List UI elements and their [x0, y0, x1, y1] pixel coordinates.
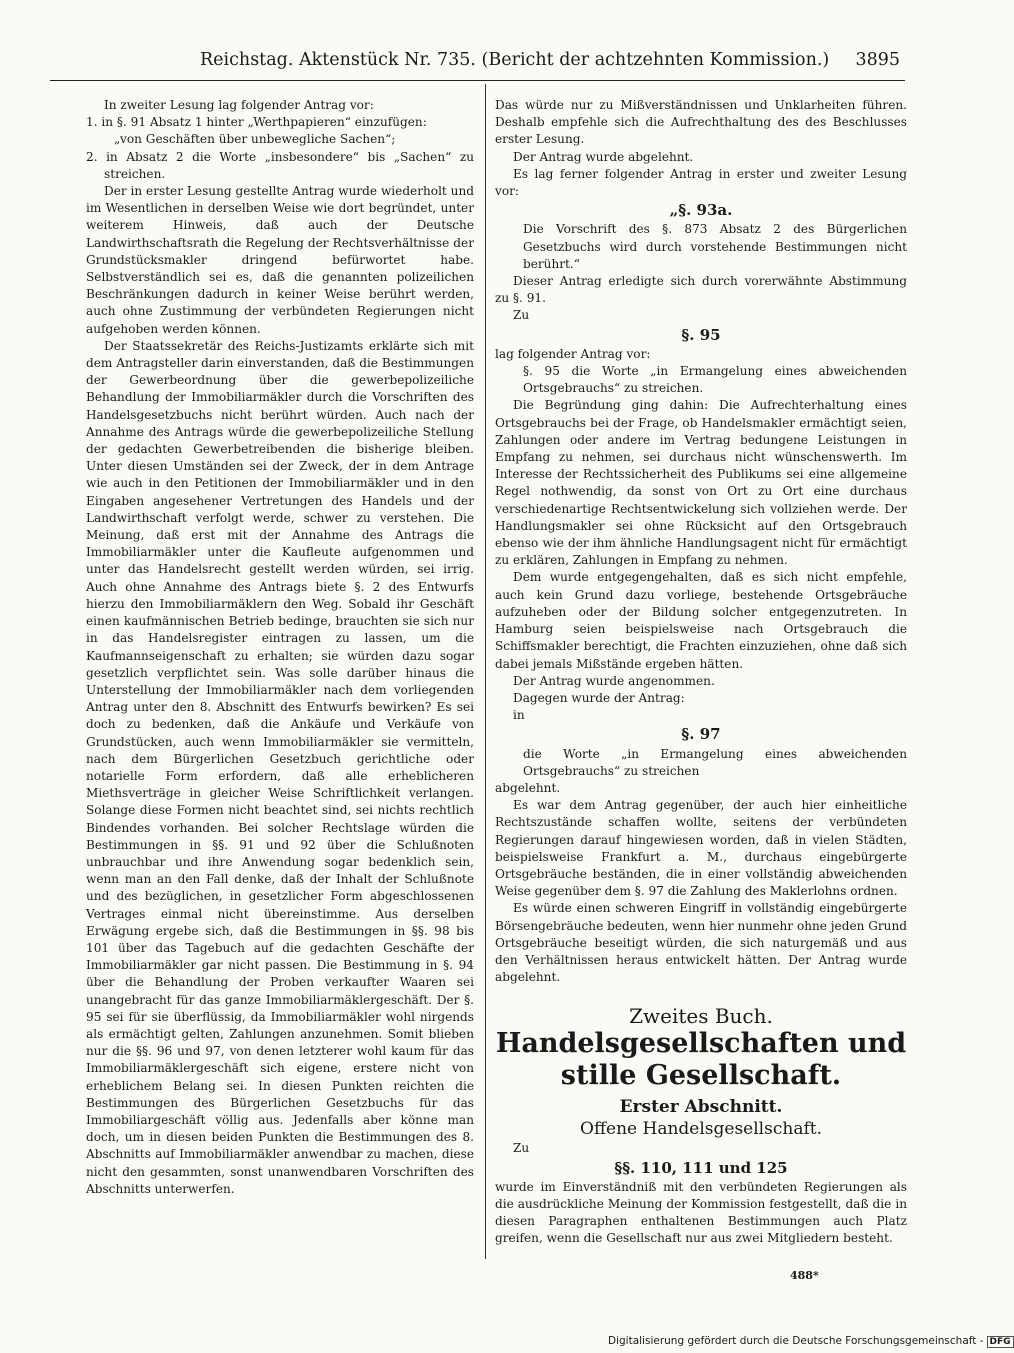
right-column-paragraph: Offene Handelsgesellschaft.	[580, 1119, 822, 1140]
right-column-paragraph: Zu	[513, 1141, 530, 1156]
left-column-paragraph: In zweiter Lesung lag folgender Antrag vor:	[104, 98, 374, 112]
right-column-paragraph: Zweites Buch.	[629, 1004, 773, 1029]
header-rule	[50, 80, 905, 81]
dfg-logo: DFG	[987, 1336, 1014, 1348]
left-column-paragraph: 1. in §. 91 Absatz 1 hinter „Werthpapieren“ einzufügen:	[86, 115, 427, 130]
left-column	[86, 97, 474, 1198]
running-header	[200, 50, 900, 78]
right-column-paragraph: Es war dem Antrag gegenüber, der auch hier einheitliche Rechtszustände schaffen wollte, seitens der verbündeten Regierungen darauf hingewiesen worden, daß in vielen Städten, beispielsweise Frankfurt a. M., durchaus eingebürgerte Ortsgebräuche beständen, die in einer vollständig abweichenden Weise gegenüber dem §. 97 die Zahlung des Maklerlohns ordnen.	[495, 798, 907, 899]
right-column-paragraph: Zu	[513, 308, 530, 323]
right-column-paragraph: Die Vorschrift des §. 873 Absatz 2 des Bürgerlichen Gesetzbuchs wird durch vorstehende Bestimmungen nicht berührt.“	[523, 222, 907, 271]
running-title: Reichstag. Aktenstück Nr. 735. (Bericht der achtzehnten Kommission.)	[200, 50, 830, 70]
footer-credit	[608, 1335, 1014, 1348]
right-column-paragraph: die Worte „in Ermangelung eines abweichenden Ortsgebrauchs“ zu streichen	[523, 746, 907, 778]
right-column-paragraph: Dieser Antrag erledigte sich durch vorerwähnte Abstimmung zu §. 91.	[495, 274, 907, 306]
page-number: 3895	[855, 50, 900, 70]
right-column-paragraph: wurde im Einverständniß mit den verbündeten Regierungen als die ausdrückliche Meinung der Kommission festgestellt, daß die in diesen Paragraphen enthaltenen Bestimmungen auch Platz greifen, wenn die Gesellschaft nur aus zwei Mitgliedern besteht.	[495, 1179, 907, 1246]
left-column-paragraph: Der Staatssekretär des Reichs-Justizamts erklärte sich mit dem Antragsteller darin einverstanden, daß die Bestimmungen der Gewerbeordnung über die gewerbepolizeiliche Behandlung der Immobiliarmäkler durch die Vorschriften des Handelsgesetzbuchs nicht berührt würden. Auch nach der Annahme des Antrags würde die gewerbepolizeiliche Stellung der gedachten Gewerbetreibenden die bisherige bleiben. Unter diesen Umständen sei der Zweck, der in dem Antrage wie auch in den Petitionen der Immobiliarmäkler und in den Eingaben angesehener Vertretungen des Handels und der Landwirthschaft verfolgt werde, schwer zu verstehen. Die Meinung, daß erst mit der Annahme des Antrags die Immobiliarmäkler unter die Kaufleute aufgenommen und unter das Handelsrecht gestellt werden würden, sei irrig. Auch ohne Annahme des Antrags biete §. 2 des Entwurfs hierzu den Immobiliarmäklern den Weg. Sobald ihr Geschäft einen kaufmännischen Betrieb bedinge, brauchten sie sich nur in das Handelsregister eintragen zu lassen, um die Kaufmannseigenschaft zu erhalten; sie würden dazu sogar gesetzlich verpflichtet sein. Was solle darüber hinaus die Unterstellung der Immobiliarmäkler nach dem vorliegenden Antrag unter den 8. Abschnitt des Entwurfs bewirken? Es sei doch zu bedenken, daß die Ankäufe und Verkäufe von Grundstücken, auch wenn Immobiliarmäkler sie vermitteln, nach dem Bürgerlichen Gesetzbuch gerichtliche oder notarielle Form erfordern, daß alle erheblicheren Miethsverträge in gleicher Weise Schriftlichkeit verlangen. Solange diese Formen nicht beachtet sind, sei nichts rechtlich Bindendes vorhanden. Bei solcher Rechtslage würden die Bestimmungen in §§. 91 und 92 über die Schlußnoten unbrauchbar und ihre Anwendung sogar bedenklich sein, wenn man an den Fall denke, daß der Inhalt der Schlußnote und des bezüglichen, in gesetzlicher Form abgeschlossenen Vertrages einmal nicht übereinstimme. Aus derselben Erwägung ergebe sich, daß die Bestimmungen in §§. 98 bis 101 über das Tagebuch auf die gedachten Geschäfte der Immobiliarmäkler gar nicht passen. Die Bestimmung in §. 94 über die Behandlung der Proben verkaufter Waaren sei unangebracht für das ganze Immobiliarmäklergeschäft. Der §. 95 sei für sie überflüssig, da Immobiliarmäkler wohl nirgends als ermächtigt gelten, Zahlungen anzunehmen. Somit blieben nur die §§. 96 und 97, von denen letzterer wohl kaum für das Immobiliarmäklergeschäft sich eigene, erstere nicht von erheblichem Belang sei. In diesen Punkten reichten die Bestimmungen des Bürgerlichen Gesetzbuchs für das Immobiliargeschäft völlig aus. Jedenfalls aber könne man doch, um in diesen beiden Punkten die Bestimmungen des 8. Abschnitts auf Immobiliarmäkler anwendbar zu machen, diese nicht den gesammten, sonst unanwendbaren Vorschriften des Abschnitts unterwerfen.	[86, 338, 474, 1196]
left-column-paragraph: Der in erster Lesung gestellte Antrag wurde wiederholt und im Wesentlichen in derselben Weise wie dort begründet, unter weiterem Hinweis, daß auch der Deutsche Landwirthschaftsrath die Regelung der Rechtsverhältnisse der Grundstücksmakler dringend befürwortet habe. Selbstverständlich sei es, daß die genannten polizeilichen Beschränkungen dadurch in keiner Weise berührt werden, auch ohne Zustimmung der verbündeten Regierungen nicht aufgehoben werden können.	[86, 184, 474, 336]
left-column-paragraph: „von Geschäften über unbewegliche Sachen“;	[114, 132, 396, 147]
right-column-paragraph: lag folgender Antrag vor:	[495, 346, 651, 361]
right-column-paragraph: Dem wurde entgegengehalten, daß es sich nicht empfehle, auch kein Grund dazu vorliege, bestehende Ortsgebräuche aufzuheben oder der Bildung solcher entgegenzutreten. In Hamburg seien beispielsweise nach Ortsgebrauch die Schiffsmakler berechtigt, die Frachten einzuziehen, ohne daß sich dabei jemals Mißstände ergeben hätten.	[495, 570, 907, 671]
right-column-paragraph: Das würde nur zu Mißverständnissen und Unklarheiten führen. Deshalb empfehle sich die Aufrechthaltung des des Beschlusses erster Lesung.	[495, 98, 907, 147]
right-column-paragraph: abgelehnt.	[495, 780, 561, 795]
right-column-paragraph: §. 95 die Worte „in Ermangelung eines abweichenden Ortsgebrauchs“ zu streichen.	[523, 364, 907, 396]
left-column-paragraph: 2. in Absatz 2 die Worte „insbesondere“ bis „Sachen“ zu streichen.	[86, 149, 474, 181]
right-column-paragraph: Handelsgesellschaften und stille Gesellschaft.	[495, 1028, 907, 1092]
right-column-paragraph: „§. 93a.	[669, 201, 733, 220]
right-column	[495, 97, 907, 1248]
right-column-paragraph: §§. 110, 111 und 125	[614, 1158, 788, 1177]
right-column-paragraph: Es würde einen schweren Eingriff in vollständig eingebürgerte Börsengebräuche bedeuten, wenn hier nunmehr ohne jeden Grund Ortsgebräuche beseitigt würden, die sich naturgemäß und aus den Verhältnissen heraus entwickelt hätten. Der Antrag wurde abgelehnt.	[495, 901, 908, 985]
right-column-paragraph: Es lag ferner folgender Antrag in erster und zweiter Lesung vor:	[495, 166, 907, 199]
column-divider	[485, 84, 486, 1259]
footer-credit-text: Digitalisierung gefördert durch die Deutsche Forschungsgemeinschaft -	[608, 1335, 984, 1347]
right-column-paragraph: Der Antrag wurde abgelehnt.	[513, 149, 694, 164]
right-column-paragraph: Dagegen wurde der Antrag:	[513, 690, 685, 705]
right-column-paragraph: §. 97	[681, 725, 721, 744]
right-column-paragraph: Der Antrag wurde angenommen.	[513, 673, 715, 688]
right-column-paragraph: Die Begründung ging dahin: Die Aufrechterhaltung eines Ortsgebrauchs bei der Frage, ob Handelsmakler ermächtigt seien, Zahlungen oder andere im Vertrag bedungene Leistungen in Empfang zu nehmen, sei durchaus nicht wünschenswerth. Im Interesse der Rechtssicherheit des Publikums sei eine allgemeine Regel nothwendig, da sonst von Ort zu Ort eine durchaus verschiedenartige Rechtsentwickelung sich vollziehen werde. Der Handlungsmakler sei ohne Rücksicht auf den Ortsgebrauch ebenso wie der ihm ähnliche Handlungsagent nicht für ermächtigt zu erklären, Zahlungen in Empfang zu nehmen.	[495, 398, 907, 568]
right-column-paragraph: Erster Abschnitt.	[619, 1097, 783, 1118]
right-column-paragraph: in	[513, 708, 525, 723]
signature-mark: 488*	[790, 1269, 819, 1282]
right-column-paragraph: §. 95	[681, 325, 721, 344]
